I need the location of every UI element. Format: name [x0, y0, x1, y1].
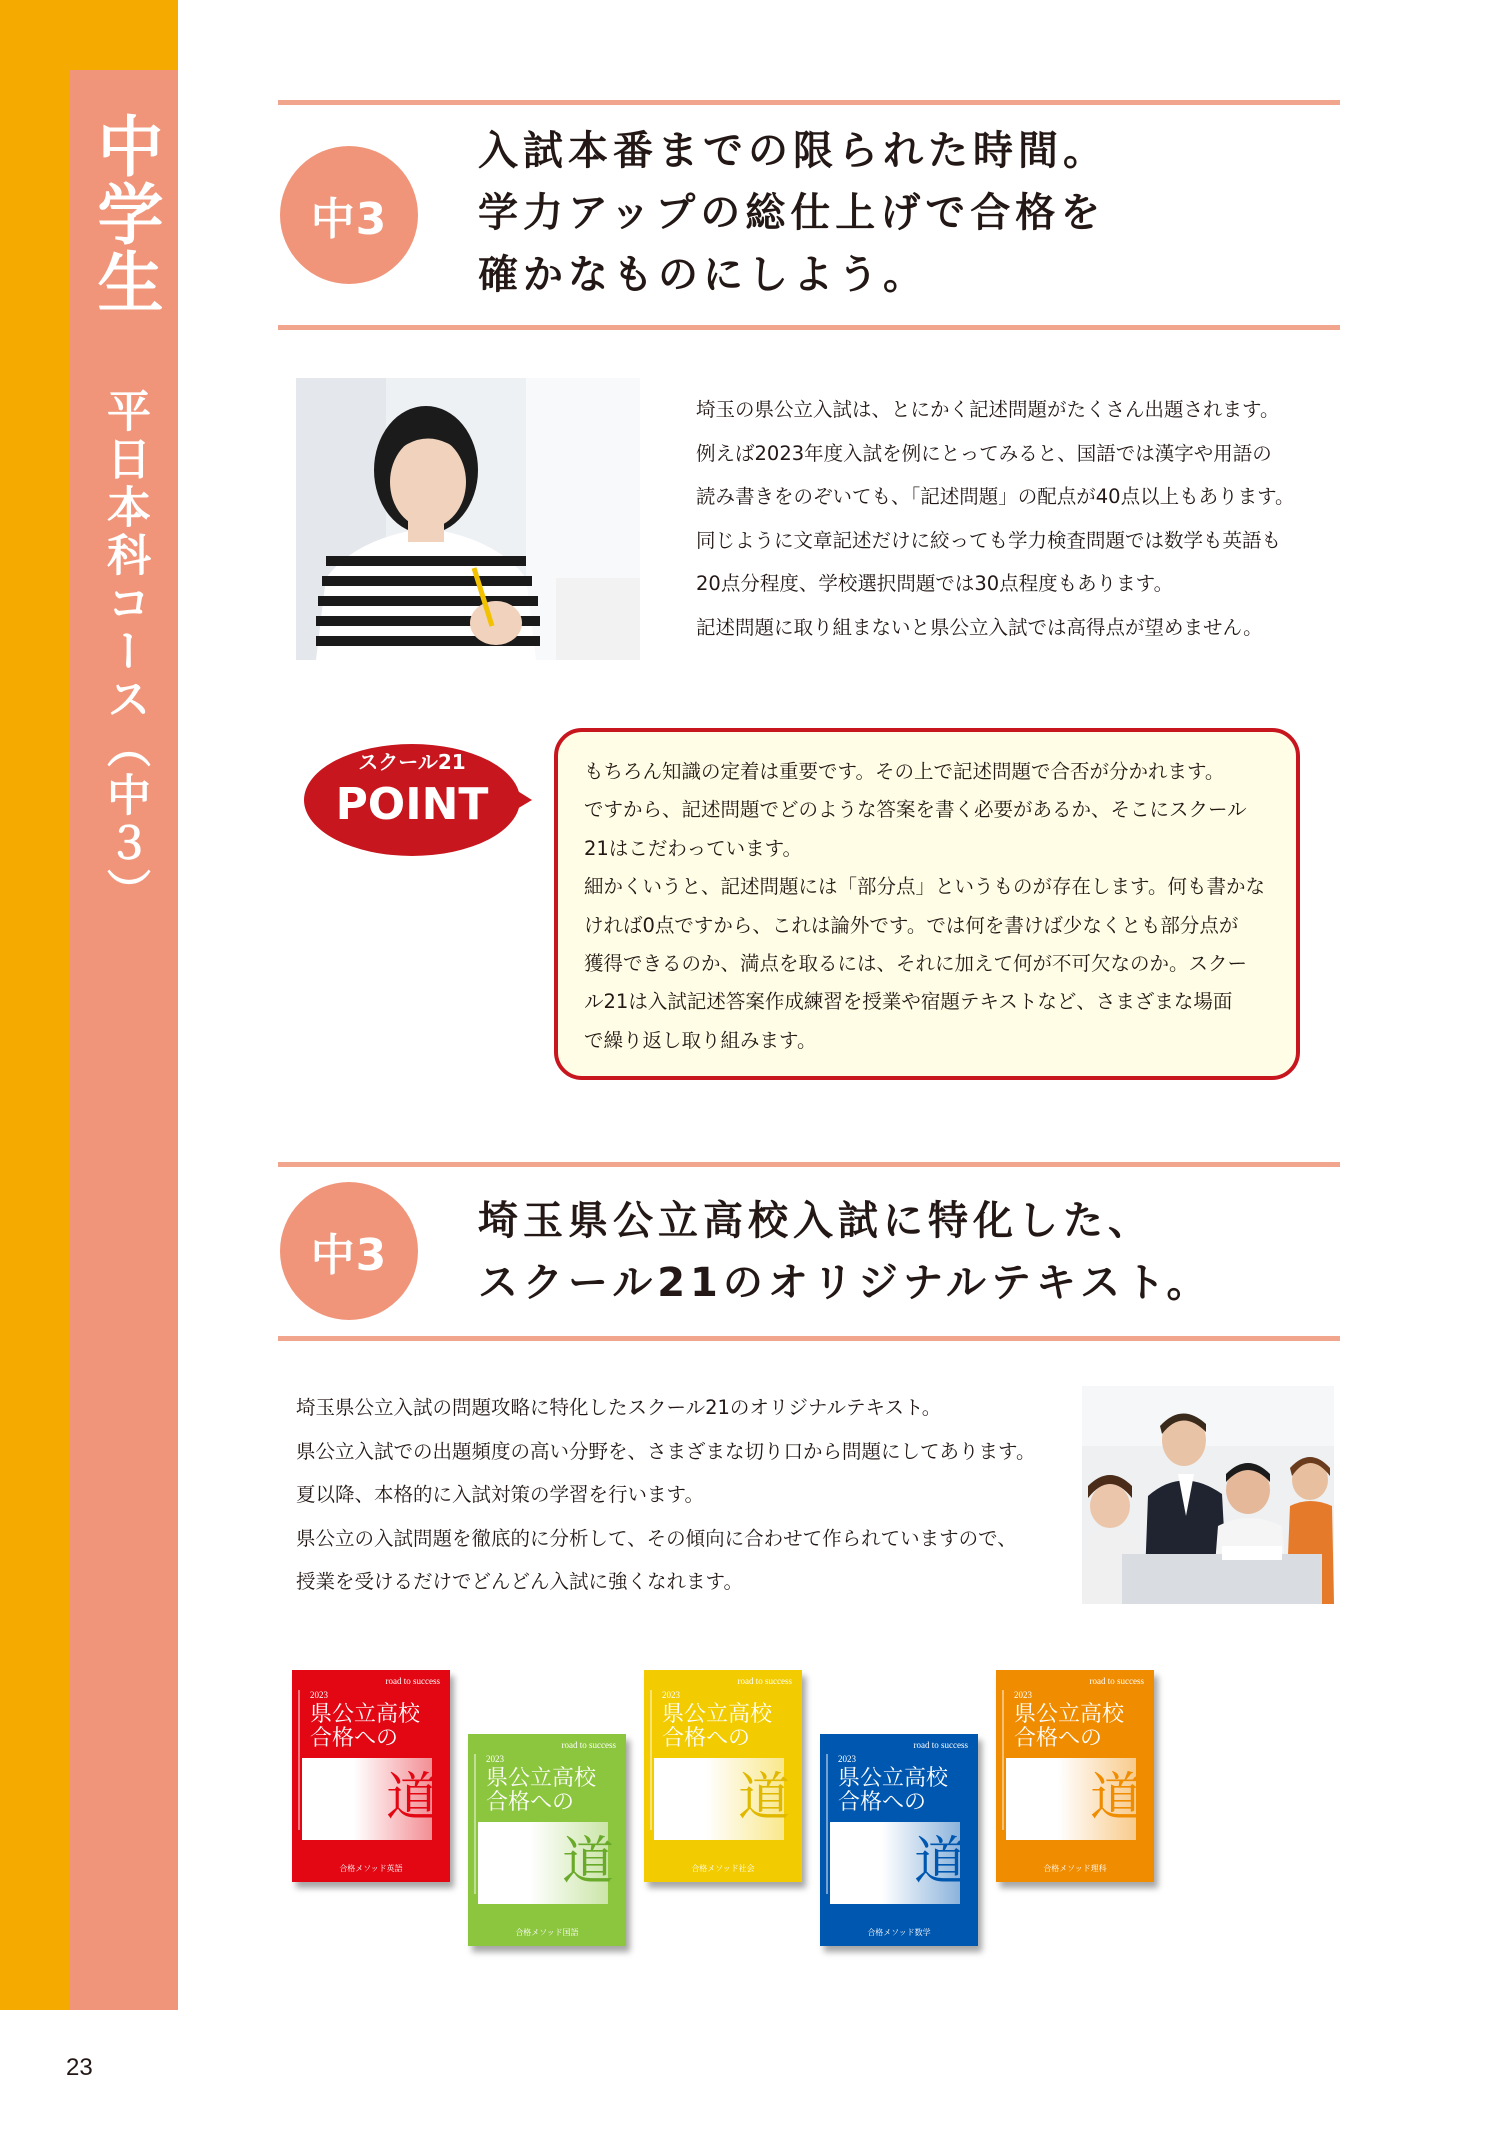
- point-label-bubble: [300, 735, 536, 865]
- section1-top-rule: [278, 100, 1340, 105]
- section2-body-line: 県公立入試での出題頻度の高い分野を、さまざまな切り口から問題にしてあります。: [296, 1439, 1036, 1463]
- section1-body-line: 20点分程度、学校選択問題では30点程度もあります。: [696, 572, 1174, 596]
- textbook-title-line: 合格への: [838, 1790, 927, 1815]
- textbook-year: 2023: [310, 1690, 328, 1700]
- point-body-line: ですから、記述問題でどのような答案を書く必要があるか、そこにスクール: [584, 798, 1247, 822]
- textbook-title-line: 県公立高校: [310, 1702, 421, 1727]
- section2-heading-line: 埼玉県公立高校入試に特化した、: [478, 1198, 1153, 1244]
- textbook-spine-line: [298, 1690, 300, 1830]
- point-body-line: 獲得できるのか、満点を取るには、それに加えて何が不可欠なのか。スクー: [584, 952, 1248, 976]
- section2-body-text: [296, 1386, 1035, 1604]
- textbook-michi-glyph: 道: [385, 1768, 438, 1828]
- sidebar-pink-band: [70, 70, 178, 2010]
- section1-heading-line: 入試本番までの限られた時間。: [478, 128, 1108, 174]
- textbook-title-line: 県公立高校: [1014, 1702, 1125, 1727]
- section1-body-line: 例えば2023年度入試を例にとってみると、国語では漢字や用語の: [696, 441, 1272, 465]
- textbook-year: 2023: [486, 1754, 504, 1764]
- textbook-year: 2023: [1014, 1690, 1032, 1700]
- section2-bottom-rule: [278, 1336, 1340, 1341]
- section1-heading-line: 学力アップの総仕上げで合格を: [478, 190, 1106, 236]
- section1-heading-line: 確かなものにしよう。: [478, 252, 928, 298]
- textbook-title-line: 合格への: [1014, 1726, 1103, 1751]
- section1-body-line: 読み書きをのぞいても、「記述問題」の配点が40点以上もあります。: [696, 485, 1295, 509]
- textbook-tagline: road to success: [737, 1676, 792, 1686]
- point-body-text: [584, 753, 1265, 1060]
- sidebar-grade-label: 中学生: [86, 112, 163, 316]
- sidebar-course-label: 平日本科コース（中３）: [99, 388, 150, 916]
- point-body-line: ければ0点ですから、これは論外です。では何を書けば少なくとも部分点が: [584, 913, 1239, 937]
- textbook-cover: [468, 1734, 626, 1946]
- section2-body-line: 埼玉県公立入試の問題攻略に特化したスクール21のオリジナルテキスト。: [296, 1396, 942, 1419]
- textbook-title-line: 県公立高校: [662, 1702, 773, 1727]
- textbook-subtitle: 合格メソッド社会: [691, 1864, 755, 1873]
- section2-body-line: 夏以降、本格的に入試対策の学習を行います。: [296, 1483, 704, 1507]
- textbook-title-line: 県公立高校: [838, 1766, 949, 1791]
- section1-body-line: 同じように文章記述だけに絞っても学力検査問題では数学も英語も: [696, 528, 1282, 552]
- textbook-title-line: 合格への: [486, 1790, 575, 1815]
- section1-body-line: 埼玉の県公立入試は、とにかく記述問題がたくさん出題されます。: [696, 398, 1280, 421]
- textbook-cover: [996, 1670, 1154, 1882]
- point-body-line: 21はこだわっています。: [584, 836, 803, 860]
- textbook-title-line: 県公立高校: [486, 1766, 597, 1791]
- section2-heading-line: スクール21のオリジナルテキスト。: [478, 1260, 1212, 1306]
- textbook-spine-line: [474, 1754, 476, 1894]
- textbook-michi-glyph: 道: [561, 1832, 614, 1892]
- textbook-subtitle: 合格メソッド理科: [1043, 1864, 1107, 1873]
- section2-body-line: 県公立の入試問題を徹底的に分析して、その傾向に合わせて作られていますので、: [296, 1526, 1017, 1550]
- textbook-subtitle: 合格メソッド英語: [339, 1864, 403, 1873]
- textbook-subtitle: 合格メソッド数学: [867, 1928, 931, 1937]
- section1-body-line: 記述問題に取り組まないと県公立入試では高得点が望めません。: [696, 615, 1263, 639]
- textbook-spine-line: [1002, 1690, 1004, 1830]
- section2-heading: [478, 1190, 1211, 1314]
- textbook-year: 2023: [838, 1754, 856, 1764]
- textbook-michi-glyph: 道: [1089, 1768, 1142, 1828]
- textbook-tagline: road to success: [561, 1740, 616, 1750]
- textbook-tagline: road to success: [913, 1740, 968, 1750]
- textbook-michi-glyph: 道: [737, 1768, 790, 1828]
- textbook-year: 2023: [662, 1690, 680, 1700]
- textbook-cover: [292, 1670, 450, 1882]
- textbook-cover: [644, 1670, 802, 1882]
- section2-top-rule: [278, 1162, 1340, 1167]
- section1-grade-badge: 中3: [280, 146, 418, 284]
- section1-body-text: [696, 388, 1295, 650]
- point-body-line: で繰り返し取り組みます。: [584, 1028, 817, 1052]
- point-body-line: もちろん知識の定着は重要です。その上で記述問題で合否が分かれます。: [584, 760, 1225, 783]
- section1-bottom-rule: [278, 325, 1340, 330]
- point-body-line: 細かくいうと、記述問題には「部分点」というものが存在します。何も書かな: [584, 875, 1265, 899]
- svg-text:POINT: POINT: [335, 779, 489, 830]
- student-photo: [296, 378, 640, 660]
- svg-text:スクール21: スクール21: [358, 750, 466, 774]
- textbook-title-line: 合格への: [662, 1726, 751, 1751]
- section2-grade-badge: 中3: [280, 1182, 418, 1320]
- section2-body-line: 授業を受けるだけでどんどん入試に強くなれます。: [296, 1570, 743, 1594]
- textbook-michi-glyph: 道: [913, 1832, 966, 1892]
- textbook-subtitle: 合格メソッド国語: [515, 1928, 579, 1937]
- textbook-tagline: road to success: [1089, 1676, 1144, 1686]
- textbook-tagline: road to success: [385, 1676, 440, 1686]
- classroom-photo: [1082, 1386, 1334, 1604]
- section1-heading: [478, 120, 1108, 306]
- point-body-line: ル21は入試記述答案作成練習を授業や宿題テキストなど、さまざまな場面: [584, 990, 1233, 1014]
- page-number: 23: [66, 2054, 93, 2081]
- textbook-title-line: 合格への: [310, 1726, 399, 1751]
- textbook-cover: [820, 1734, 978, 1946]
- textbook-spine-line: [650, 1690, 652, 1830]
- textbook-spine-line: [826, 1754, 828, 1894]
